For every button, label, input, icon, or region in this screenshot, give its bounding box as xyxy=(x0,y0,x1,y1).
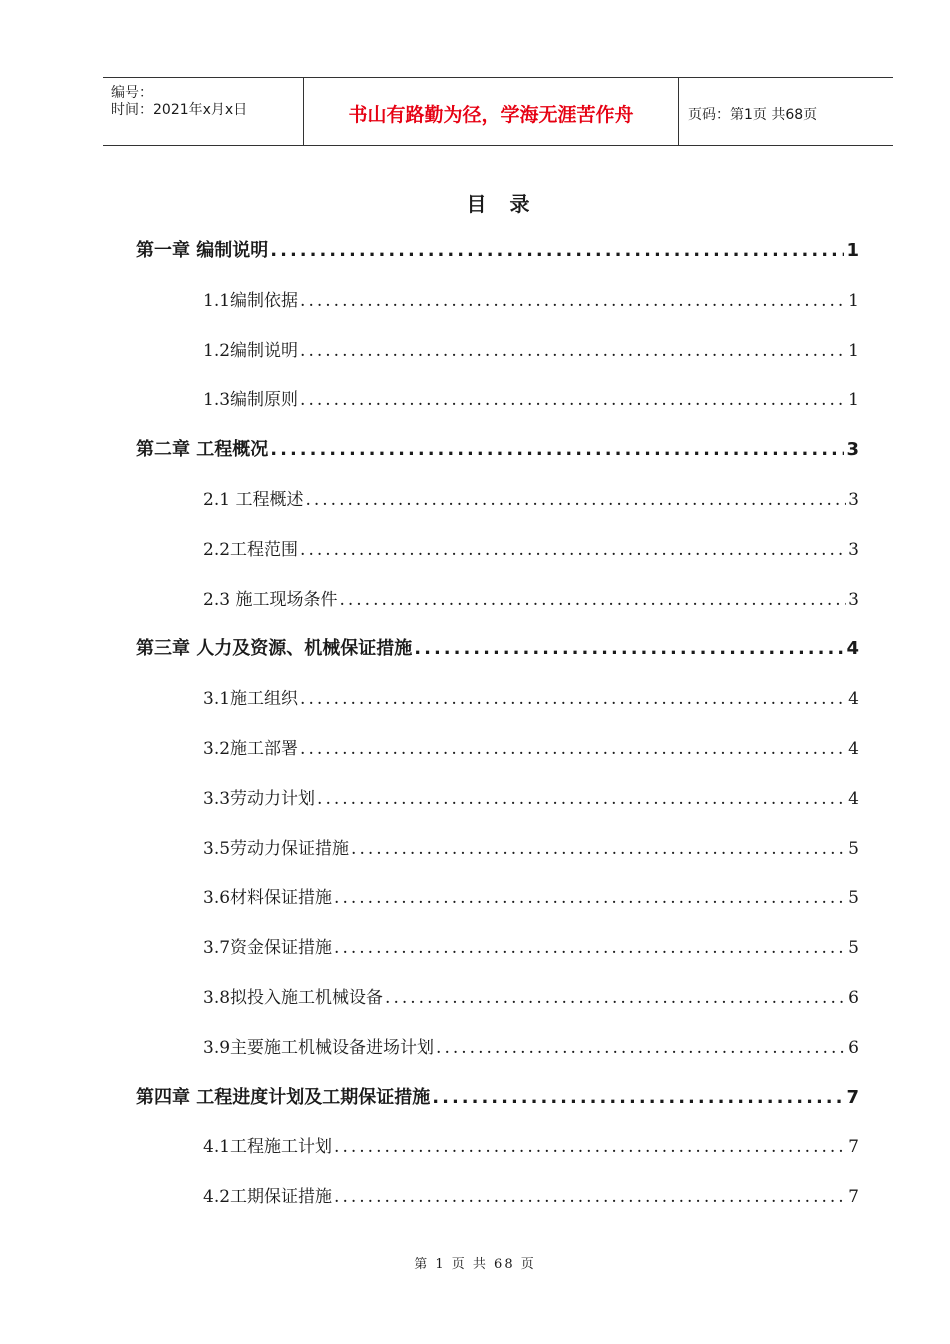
toc-section-entry[interactable] xyxy=(203,883,859,909)
toc-entry-label: 1.1编制依据 xyxy=(203,291,299,311)
toc-dot-leader xyxy=(436,1038,846,1058)
header-page-info: 页码：第1页 共68页 xyxy=(688,107,818,123)
toc-entry-page: 7 xyxy=(848,1137,859,1157)
toc-dot-leader xyxy=(300,689,846,709)
toc-dot-leader xyxy=(270,439,844,460)
toc-dot-leader xyxy=(432,1087,844,1108)
toc-entry-label: 4.2工期保证措施 xyxy=(203,1187,333,1207)
toc-section-entry[interactable] xyxy=(203,286,859,312)
toc-section-entry[interactable] xyxy=(203,933,859,959)
toc-entry-page: 7 xyxy=(848,1187,859,1207)
toc-section-entry[interactable] xyxy=(203,336,859,362)
toc-entry-label: 2.1 工程概述 xyxy=(203,490,304,510)
toc-chapter-entry[interactable] xyxy=(136,1083,859,1109)
toc-entry-label: 3.8拟投入施工机械设备 xyxy=(203,988,384,1008)
toc-entry-page: 5 xyxy=(848,888,859,908)
toc-entry-page: 6 xyxy=(848,1038,859,1058)
toc-entry-label: 3.5劳动力保证措施 xyxy=(203,839,350,859)
toc-title: 目 录 xyxy=(466,192,538,216)
toc-dot-leader xyxy=(334,938,846,958)
toc-dot-leader xyxy=(300,291,846,311)
toc-entry-label: 第二章 工程概况 xyxy=(136,439,269,460)
toc-chapter-entry[interactable] xyxy=(136,435,859,461)
toc-chapter-entry[interactable] xyxy=(136,634,859,660)
toc-entry-label: 3.7资金保证措施 xyxy=(203,938,333,958)
toc-entry-label: 3.6材料保证措施 xyxy=(203,888,333,908)
toc-dot-leader xyxy=(339,590,846,610)
toc-entry-page: 3 xyxy=(846,439,859,460)
toc-section-entry[interactable] xyxy=(203,485,859,511)
toc-entry-page: 6 xyxy=(848,988,859,1008)
toc-entry-label: 3.1施工组织 xyxy=(203,689,299,709)
toc-entry-page: 1 xyxy=(848,390,859,410)
toc-section-entry[interactable] xyxy=(203,1033,859,1059)
toc-section-entry[interactable] xyxy=(203,1132,859,1158)
toc-entry-label: 第四章 工程进度计划及工期保证措施 xyxy=(136,1087,431,1108)
toc-section-entry[interactable] xyxy=(203,834,859,860)
toc-section-entry[interactable] xyxy=(203,585,859,611)
toc-entry-label: 1.3编制原则 xyxy=(203,390,299,410)
toc-entry-page: 3 xyxy=(848,490,859,510)
page-footer: 第 1 页 共 68 页 xyxy=(414,1257,536,1272)
toc-entry-page: 3 xyxy=(848,540,859,560)
toc-chapter-entry[interactable] xyxy=(136,236,859,262)
toc-entry-label: 第一章 编制说明 xyxy=(136,240,269,261)
toc-entry-label: 1.2编制说明 xyxy=(203,341,299,361)
toc-section-entry[interactable] xyxy=(203,1182,859,1208)
toc-entry-page: 4 xyxy=(848,789,859,809)
toc-dot-leader xyxy=(300,739,846,759)
document-time: 时间：2021年x月x日 xyxy=(111,102,248,118)
toc-dot-leader xyxy=(270,240,844,261)
toc-dot-leader xyxy=(334,888,846,908)
toc-entry-label: 4.1工程施工计划 xyxy=(203,1137,333,1157)
toc-dot-leader xyxy=(300,341,846,361)
toc-section-entry[interactable] xyxy=(203,535,859,561)
toc-entry-page: 7 xyxy=(846,1087,859,1108)
toc-entry-page: 1 xyxy=(848,341,859,361)
toc-entry-page: 1 xyxy=(848,291,859,311)
header-motto-cell xyxy=(303,78,679,145)
toc-section-entry[interactable] xyxy=(203,684,859,710)
toc-entry-page: 5 xyxy=(848,938,859,958)
toc-entry-page: 5 xyxy=(848,839,859,859)
toc-section-entry[interactable] xyxy=(203,734,859,760)
toc-section-entry[interactable] xyxy=(203,784,859,810)
toc-entry-page: 4 xyxy=(848,689,859,709)
toc-dot-leader xyxy=(414,638,844,659)
toc-entry-label: 3.2施工部署 xyxy=(203,739,299,759)
document-number-label: 编号： xyxy=(111,85,153,101)
toc-entry-page: 3 xyxy=(848,590,859,610)
toc-entry-label: 2.3 施工现场条件 xyxy=(203,590,338,610)
toc-dot-leader xyxy=(385,988,846,1008)
toc-section-entry[interactable] xyxy=(203,983,859,1009)
header-page-cell xyxy=(678,78,893,145)
toc-section-entry[interactable] xyxy=(203,385,859,411)
toc-entry-label: 2.2工程范围 xyxy=(203,540,299,560)
toc-entry-label: 3.9主要施工机械设备进场计划 xyxy=(203,1038,435,1058)
header-motto: 书山有路勤为径，学海无涯苦作舟 xyxy=(348,104,634,126)
toc-entry-page: 4 xyxy=(846,638,859,659)
header-meta xyxy=(103,78,303,145)
toc-dot-leader xyxy=(300,390,846,410)
toc-dot-leader xyxy=(305,490,846,510)
toc-entry-page: 4 xyxy=(848,739,859,759)
toc-dot-leader xyxy=(317,789,846,809)
toc-dot-leader xyxy=(351,839,846,859)
toc-entry-label: 3.3劳动力计划 xyxy=(203,789,316,809)
page-header xyxy=(103,77,893,146)
toc-entry-page: 1 xyxy=(846,240,859,261)
toc-entry-label: 第三章 人力及资源、机械保证措施 xyxy=(136,638,413,659)
toc-dot-leader xyxy=(334,1187,846,1207)
toc-dot-leader xyxy=(300,540,846,560)
toc-dot-leader xyxy=(334,1137,846,1157)
